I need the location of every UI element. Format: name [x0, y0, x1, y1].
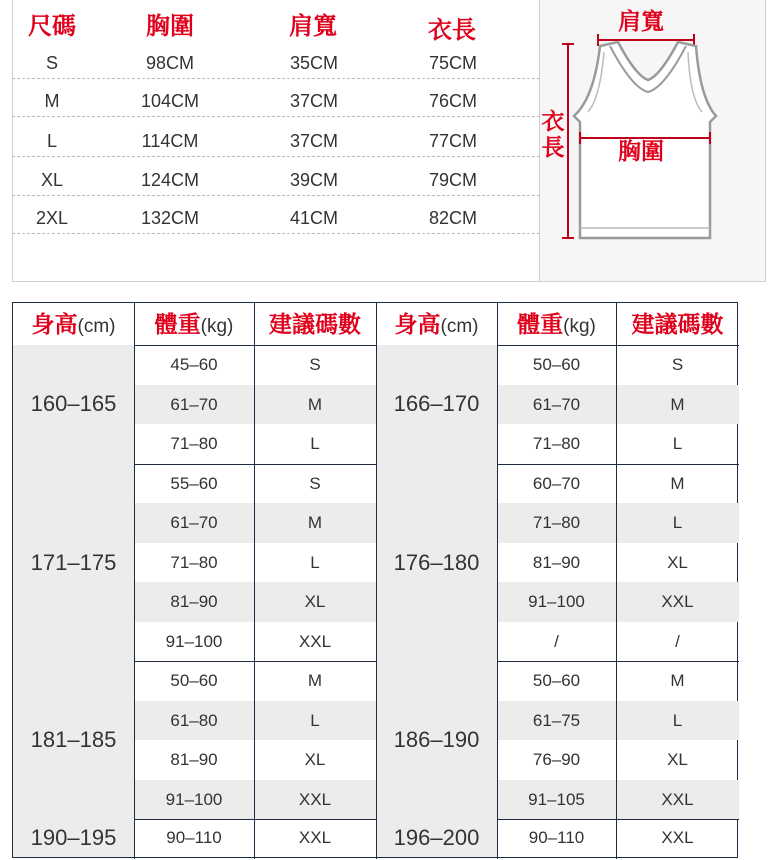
column-divider	[497, 303, 498, 859]
column-divider	[254, 303, 255, 859]
height-range: 196–200	[393, 825, 480, 850]
header-main: 身高	[31, 311, 78, 337]
size-cell: M	[670, 394, 685, 414]
height-range: 171–175	[30, 549, 117, 575]
size-cell: XXL	[661, 828, 694, 847]
row-divider	[12, 156, 540, 157]
weight-cell: 90–110	[528, 828, 585, 847]
length-label: 衣長	[541, 108, 565, 160]
length-cell: 75CM	[428, 53, 477, 73]
weight-cell: 71–80	[532, 434, 581, 453]
size-cell: XXL	[298, 631, 332, 651]
size-cell: XXL	[661, 592, 694, 611]
shoulder-cell: 35CM	[289, 53, 338, 73]
weight-cell: 71–80	[532, 513, 581, 532]
weight-cell: 61–70	[532, 394, 581, 414]
row-divider	[12, 78, 540, 79]
size-cell: 2XL	[35, 208, 69, 228]
shoulder-cell: 39CM	[289, 170, 338, 190]
height-range: 176–180	[393, 549, 480, 575]
weight-cell: 50–60	[170, 671, 218, 690]
weight-cell: 60–70	[532, 473, 581, 493]
size-cell: XXL	[661, 789, 694, 809]
size-cell: XXL	[298, 828, 332, 847]
size-cell: S	[45, 53, 58, 73]
chest-cell: 132CM	[140, 208, 200, 228]
row-divider	[12, 233, 540, 234]
size-cell: L	[310, 434, 320, 453]
header-main: 體重	[154, 311, 201, 337]
size-row	[12, 44, 540, 82]
chest-cell: 114CM	[141, 131, 199, 151]
column-divider	[134, 303, 135, 859]
height-range: 186–190	[393, 727, 480, 752]
length-header: 衣長	[428, 17, 476, 44]
weight-cell: 91–100	[165, 631, 223, 651]
size-cell: M	[44, 91, 60, 111]
weight-cell: 61–80	[170, 710, 218, 730]
header-cell	[13, 303, 134, 345]
length-cell: 77CM	[428, 131, 477, 151]
weight-cell: 61–70	[170, 513, 218, 532]
height-range: 190–195	[30, 825, 117, 850]
size-cell: XL	[667, 552, 688, 572]
size-row	[12, 122, 540, 160]
weight-cell: 50–60	[532, 671, 581, 690]
weight-cell: 81–90	[532, 552, 581, 572]
weight-cell: 61–70	[170, 394, 218, 414]
weight-cell: 91–100	[528, 592, 585, 611]
size-cell: S	[309, 355, 321, 374]
length-cell: 79CM	[428, 170, 477, 190]
size-row	[12, 199, 540, 237]
weight-cell: 91–105	[528, 789, 585, 809]
size-cell: L	[672, 434, 683, 453]
header-cell	[616, 303, 739, 345]
header-cell	[134, 303, 254, 345]
size-header: 尺碼	[28, 13, 76, 40]
shoulder-header: 肩寬	[289, 13, 337, 40]
size-cell: L	[46, 131, 57, 151]
size-row	[12, 161, 540, 199]
header-unit: (kg)	[200, 316, 234, 337]
header-main: 建議碼數	[269, 311, 361, 337]
size-recommendation-table	[12, 302, 738, 858]
size-cell: L	[310, 552, 320, 572]
header-main: 身高	[394, 311, 441, 337]
height-range: 166–170	[393, 391, 480, 416]
size-cell: XL	[667, 750, 688, 769]
size-cell: L	[672, 710, 683, 730]
weight-cell: 45–60	[170, 355, 218, 374]
size-cell: S	[671, 355, 684, 374]
header-main: 建議碼數	[631, 311, 724, 337]
chest-cell: 104CM	[140, 91, 200, 111]
weight-cell: /	[554, 631, 559, 651]
row-divider	[12, 195, 540, 196]
weight-cell: 61–75	[532, 710, 581, 730]
size-cell: XL	[40, 170, 64, 190]
header-cell	[254, 303, 376, 345]
chest-label: 胸圍	[618, 138, 664, 164]
weight-cell: 50–60	[532, 355, 581, 374]
size-cell: M	[670, 671, 685, 690]
column-divider	[376, 303, 377, 859]
size-cell: L	[672, 513, 683, 532]
weight-cell: 81–90	[170, 750, 218, 769]
size-cell: XXL	[298, 789, 332, 809]
chest-header: 胸圍	[146, 13, 194, 40]
shirt-diagram	[540, 0, 766, 282]
size-cell: XL	[304, 592, 326, 611]
header-unit: (kg)	[563, 316, 596, 337]
weight-cell: 71–80	[170, 434, 218, 453]
height-range: 160–165	[30, 391, 117, 416]
height-range: 181–185	[30, 727, 117, 752]
shoulder-cell: 37CM	[289, 131, 338, 151]
shoulder-label: 肩寬	[618, 8, 664, 34]
row-divider	[12, 116, 540, 117]
size-cell: S	[309, 473, 321, 493]
weight-cell: 76–90	[532, 750, 581, 769]
shoulder-cell: 37CM	[289, 91, 338, 111]
weight-cell: 81–90	[170, 592, 218, 611]
size-cell: M	[307, 394, 323, 414]
header-cell	[497, 303, 616, 345]
size-cell: XL	[304, 750, 326, 769]
shoulder-cell: 41CM	[289, 208, 338, 228]
weight-cell: 71–80	[170, 552, 218, 572]
chest-cell: 98CM	[145, 53, 194, 73]
length-cell: 76CM	[428, 91, 477, 111]
length-cell: 82CM	[428, 208, 477, 228]
header-unit: (cm)	[440, 316, 479, 337]
header-cell	[376, 303, 497, 345]
size-row	[12, 82, 540, 120]
header-unit: (cm)	[77, 316, 116, 337]
size-cell: L	[310, 710, 320, 730]
size-cell: /	[675, 631, 680, 651]
weight-cell: 55–60	[170, 473, 218, 493]
weight-cell: 90–110	[166, 828, 222, 847]
size-cell: M	[307, 513, 323, 532]
chest-cell: 124CM	[140, 170, 200, 190]
column-divider	[616, 303, 617, 859]
weight-cell: 91–100	[165, 789, 223, 809]
header-main: 體重	[517, 311, 564, 337]
size-cell: M	[670, 473, 685, 493]
size-chart	[0, 0, 782, 290]
size-cell: M	[307, 671, 323, 690]
